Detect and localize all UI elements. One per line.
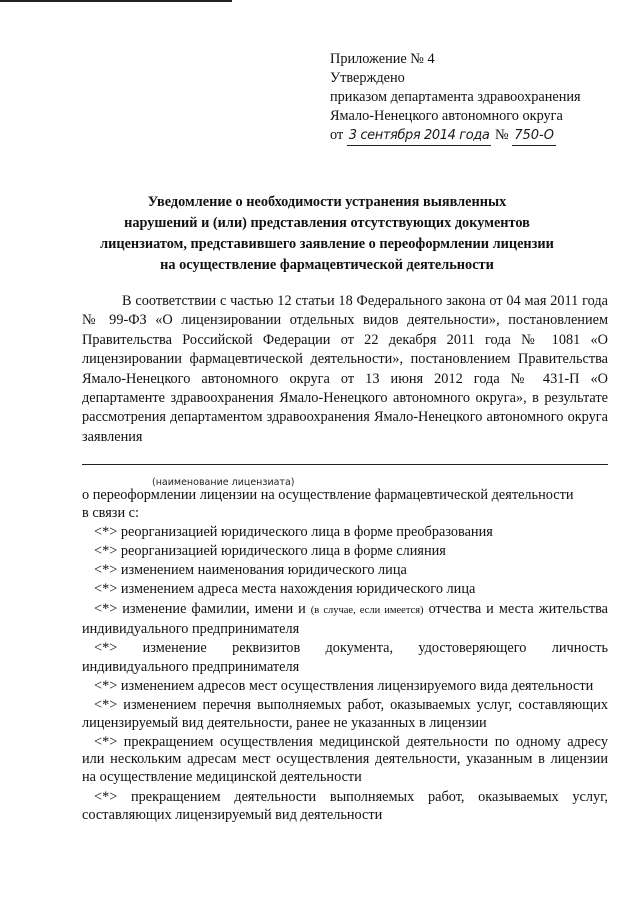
reason-item: <*> изменением наименования юридического лица [94, 562, 407, 579]
licensee-name-caption: (наименование лицензиата) [152, 477, 295, 488]
reason-item: <*> реорганизацией юридического лица в форме слияния [94, 543, 446, 560]
reason-item: <*> изменением адресов мест осуществления лицензируемого вида деятельности [94, 677, 594, 694]
legal-basis-paragraph: В соответствии с частью 12 статьи 18 Федерального закона от 04 мая 2011 года № 99-ФЗ «О лицензировании отдельных видов деятельности», постановлением Правительства Российской Федерации от 22 декабря 2011 года № 1081 «О лицензировании фармацевтической деятельности», постановлением Правительства Ямало-Ненецкого автономного округа от 13 июня 2012 года № 431-П «О департаменте здравоохранения Ямало-Ненецкого автономного округа», в результате рассмотрения департаментом здравоохранения Ямало-Ненецкого автономного округа заявления [82, 293, 608, 445]
reason-item: <*> реорганизацией юридического лица в форме преобразования [94, 523, 493, 540]
reason-item: <*> изменением перечня выполняемых работ, оказываемых услуг, составляющих лицензируемый вид деятельности, ранее не указанных в лицензии [82, 697, 608, 732]
document-title [82, 192, 572, 276]
number-label: № [495, 127, 509, 143]
region-line: Ямало-Ненецкого автономного округа [330, 108, 563, 124]
title-line-4: на осуществление фармацевтической деятельности [160, 257, 494, 273]
handwritten-date: 3 сентября 2014 года [347, 126, 492, 146]
title-line-2: нарушений и (или) представления отсутствующих документов [124, 215, 530, 231]
licensee-name-blank [82, 464, 608, 465]
reason-item: <*> прекращением деятельности выполняемых работ, оказываемых услуг, составляющих лицензируемый вид деятельности [82, 788, 608, 824]
reason-item-text-cont: отчества и места жительства индивидуального предпринимателя [82, 600, 608, 638]
title-line-3: лицензиатом, представившего заявление о переоформлении лицензии [100, 236, 554, 252]
reissue-line: о переоформлении лицензии на осуществление фармацевтической деятельности [82, 487, 574, 503]
appendix-number: Приложение № 4 [330, 51, 435, 67]
reasons-section [82, 486, 608, 825]
approved-label: Утверждено [330, 70, 405, 86]
order-line: приказом департамента здравоохранения [330, 89, 581, 105]
order-date-line [330, 126, 581, 146]
top-rule [0, 0, 232, 2]
main-paragraph [82, 292, 608, 447]
reason-item [82, 600, 608, 639]
appendix-approval-block [330, 50, 581, 146]
reason-item: <*> изменением адреса места нахождения юридического лица [94, 581, 476, 598]
reason-item: <*> изменение реквизитов документа, удостоверяющего личность индивидуального предпринимателя [82, 640, 608, 675]
from-label: от [330, 127, 344, 143]
handwritten-order-number: 750-О [512, 126, 556, 146]
if-any-note: (в случае, если имеется) [310, 604, 424, 616]
reason-item-text: <*> изменение фамилии, имени и [94, 600, 306, 617]
reasons-intro: в связи с: [82, 505, 139, 522]
title-line-1: Уведомление о необходимости устранения выявленных [147, 194, 507, 210]
reason-item: <*> прекращением осуществления медицинской деятельности по одному адресу или нескольким адресам мест осуществления деятельности, указанным в лицензии на осуществление медицинской деятельности [82, 733, 608, 786]
